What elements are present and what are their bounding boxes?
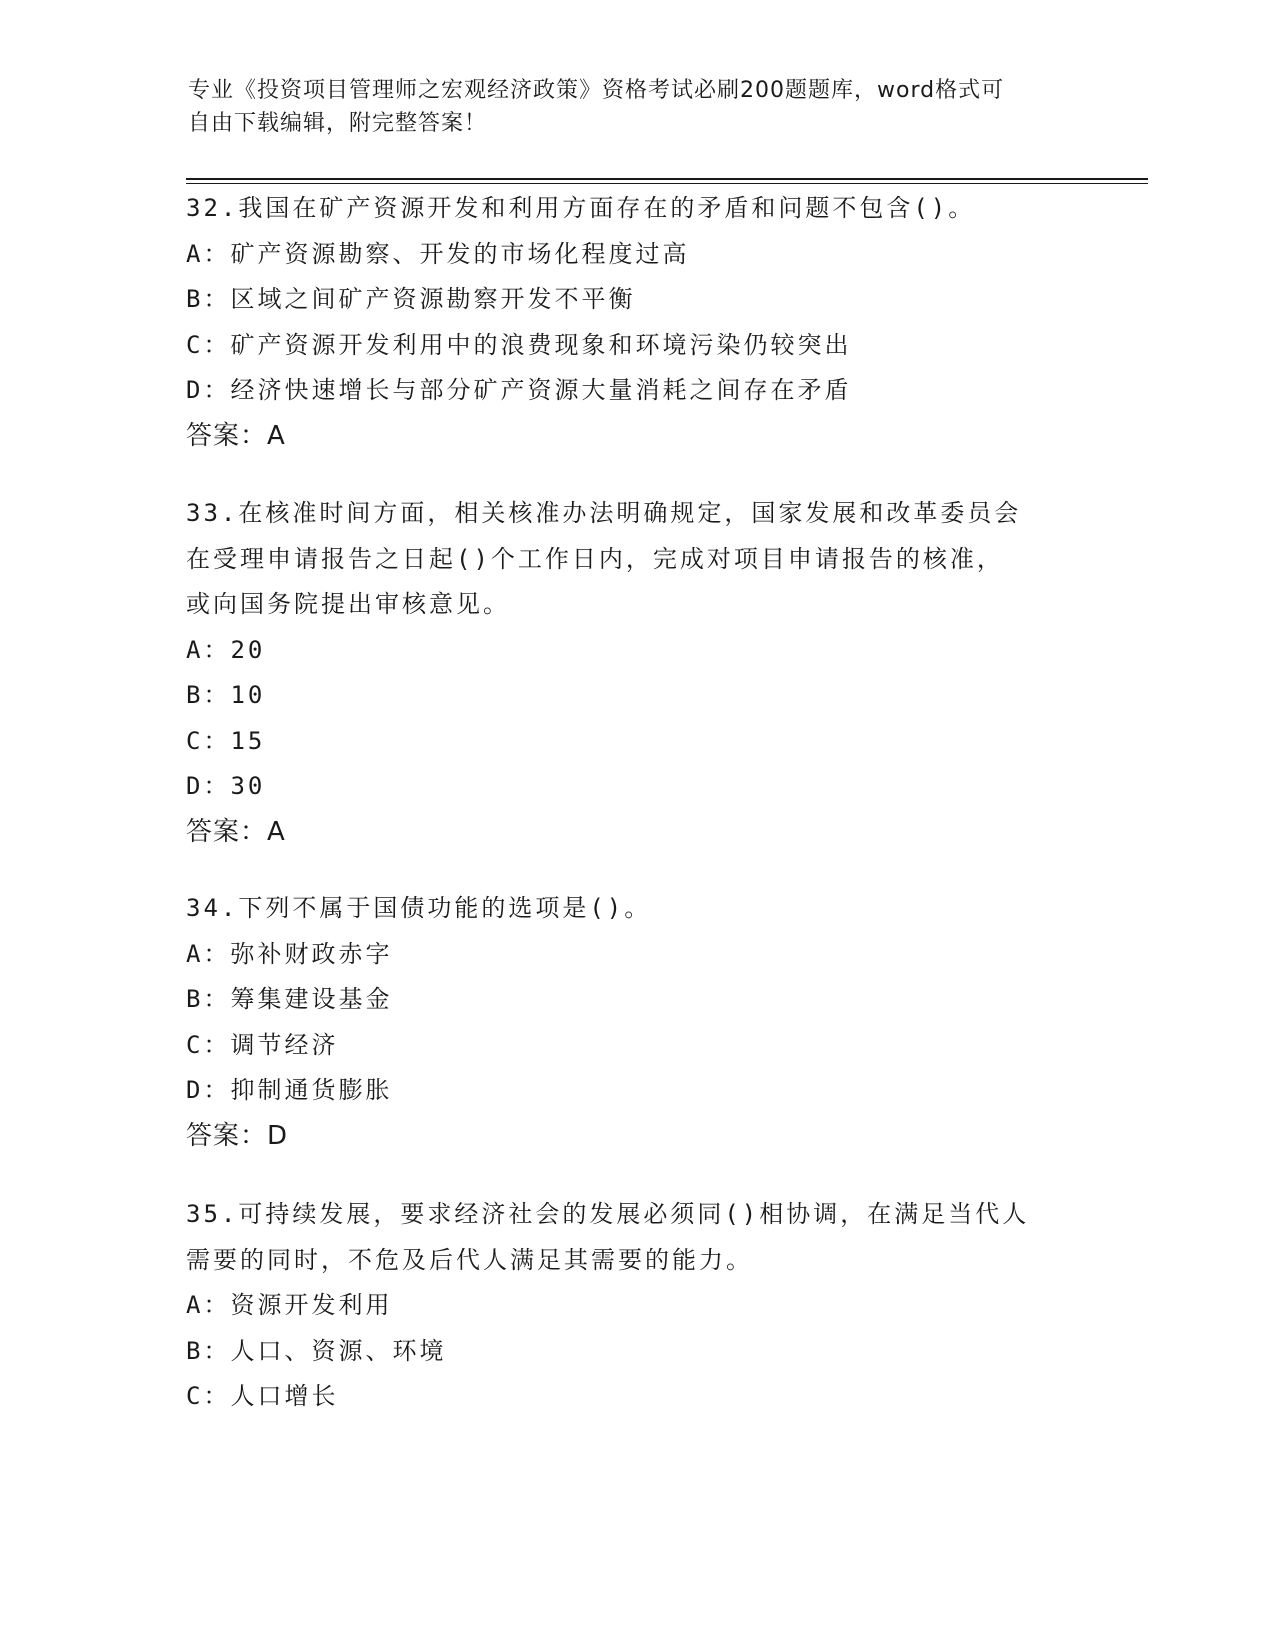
option-d: D：经济快速增长与部分矿产资源大量消耗之间存在矛盾: [186, 376, 852, 404]
answer-label: 答案：: [186, 816, 268, 847]
question-stem-line-3: 或向国务院提出审核意见。: [186, 590, 510, 618]
option-b: B：筹集建设基金: [186, 985, 393, 1013]
answer-line: [186, 810, 1086, 856]
question-stem-line-2: 需要的同时，不危及后代人满足其需要的能力。: [186, 1245, 753, 1274]
answer-label: 答案：: [186, 420, 268, 451]
option-b: B：人口、资源、环境: [186, 1336, 447, 1365]
option-a: A：矿产资源勘察、开发的市场化程度过高: [186, 239, 690, 268]
option-c: C：矿产资源开发利用中的浪费现象和环境污染仍较突出: [186, 330, 852, 359]
option-a: A：资源开发利用: [186, 1291, 393, 1319]
question-stem-line-1: 33.在核准时间方面，相关核准办法明确规定，国家发展和改革委员会: [186, 499, 1022, 527]
question-35: [186, 1192, 1086, 1420]
option-d: D：30: [186, 772, 266, 800]
question-32: [186, 186, 1086, 459]
answer-value: A: [267, 816, 286, 847]
option-a: A：弥补财政赤字: [186, 939, 393, 968]
option-d: D：抑制通货膨胀: [186, 1076, 393, 1104]
option-a: A：20: [186, 635, 266, 664]
document-header: [188, 74, 1088, 140]
option-c: C：15: [186, 726, 266, 755]
answer-value: A: [267, 420, 286, 451]
question-33: [186, 491, 1086, 855]
answer-value: D: [267, 1120, 289, 1151]
answer-label: 答案：: [186, 1120, 268, 1151]
question-stem: 34.下列不属于国债功能的选项是()。: [186, 894, 652, 922]
option-c: C：人口增长: [186, 1382, 339, 1410]
header-rule-thick: [186, 178, 1148, 180]
question-stem-line-1: 35.可持续发展，要求经济社会的发展必须同()相协调，在满足当代人: [186, 1200, 1030, 1228]
question-stem: 32.我国在矿产资源开发和利用方面存在的矛盾和问题不包含()。: [186, 194, 976, 222]
question-stem-line-2: 在受理申请报告之日起()个工作日内，完成对项目申请报告的核准，: [186, 544, 1004, 573]
option-c: C：调节经济: [186, 1030, 339, 1059]
answer-line: [186, 414, 1086, 460]
option-b: B：10: [186, 681, 266, 709]
header-rule-thin: [186, 183, 1148, 184]
header-line-1: 专业《投资项目管理师之宏观经济政策》资格考试必刷200题题库，word格式可: [188, 78, 1005, 103]
answer-line: [186, 1114, 1086, 1160]
question-34: [186, 886, 1086, 1159]
header-line-2: 自由下载编辑，附完整答案！: [188, 111, 488, 136]
option-b: B：区域之间矿产资源勘察开发不平衡: [186, 285, 636, 313]
